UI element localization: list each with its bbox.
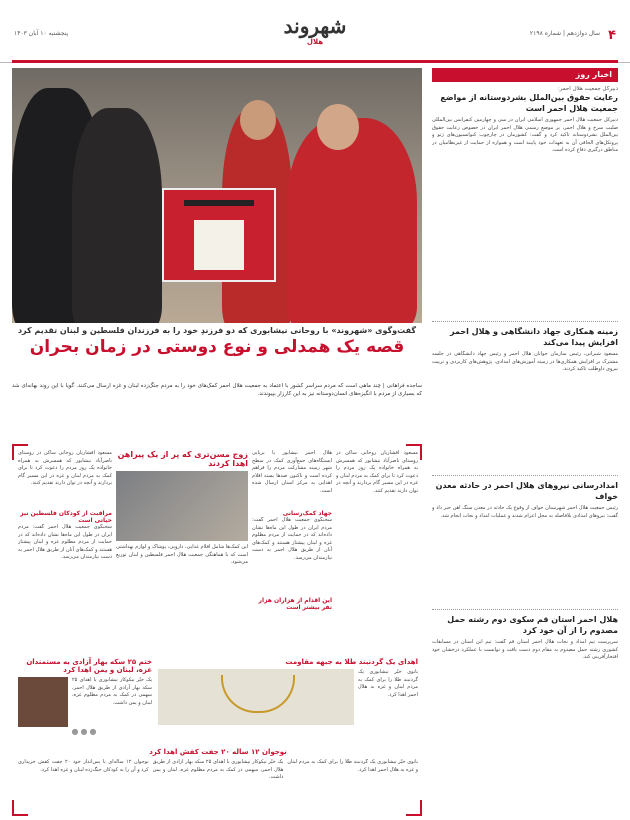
- item-coins-title: ختم ۲۵ سکه بهار آزادی به مستمندان غزه، لبنان و یمن اهدا کرد: [26, 658, 152, 674]
- item-shoes-body-2: یک خیّر نیکوکار نیشابوری با اهدای ۲۵ سکه بهار آزادی از طریق هلال احمر، سهمی در کمک به مردم مظلوم غزه، لبنان و یمن داشت.: [152, 759, 284, 780]
- item-shoes-title: نوجوان ۱۲ ساله ۲۰ جفت کفش اهدا کرد: [149, 748, 287, 756]
- column-4: [18, 450, 112, 650]
- section-a-title: زوج مسن‌تری که پر از یک پیراهن اهدا کردند: [117, 450, 248, 468]
- column-2-body-2: سخنگوی جمعیت هلال احمر گفت: مردم ایران در طول این ماه‌ها نشان داده‌اند که در حمایت از مردم مظلوم غزه و لبنان پیشتاز هستند و کمک‌های آنان از طریق هلال احمر به دست نیازمندان می‌رسد.: [252, 517, 332, 561]
- column-4-subtitle: مراقبت از کودکان فلسطین نیز حیاتی است: [20, 510, 112, 524]
- photo-figure-volunteer-2: [287, 118, 417, 323]
- sidebar-s3-body: رئیس جمعیت هلال احمر شهرستان خواف از وقوع یک حادثه در معدن سنگ آهن خبر داد و گفت: نیروهای امدادی بلافاصله به محل اعزام شدند و عملیات امداد و نجات انجام شد.: [432, 505, 618, 519]
- sidebar-s1-kicker: دبیرکل جمعیت هلال احمر:: [557, 86, 618, 92]
- column-4-body-2: سخنگوی جمعیت هلال احمر گفت: مردم ایران در طول این ماه‌ها نشان داده‌اند که در حمایت از مردم مظلوم غزه و لبنان پیشتاز هستند و کمک‌های آنان از طریق هلال احمر به دست نیازمندان می‌رسد.: [18, 524, 112, 560]
- coins-photo: [18, 677, 68, 727]
- logo-main-text: شهروند: [283, 14, 347, 38]
- item-necklace-title: اهدای یک گردنبند طلا به جبهه مقاومت: [285, 658, 418, 666]
- news-sidebar: [432, 68, 618, 816]
- section-a-photo: [116, 471, 248, 541]
- sidebar-s1-body: دبیرکل جمعیت هلال احمر جمهوری اسلامی ایران در سی و چهارمین کنفرانس بین‌المللی صلیب سرخ و هلال احمر، بر موضع رسمی هلال احمر ایران در خصوص رعایت حقوق بین‌الملل بشردوستانه تاکید کرد و گفت: کشورمان در چارچوب کنوانسیون‌های ژنو و پروتکل‌های الحاقی آن به تعهدات خود پایبند است و همواره از حمایت از غیرنظامیان در مناطق درگیری دفاع کرده است.: [432, 117, 618, 153]
- header-divider: [12, 60, 618, 63]
- column-2-subtitle: جهاد کمک‌رسانی: [282, 510, 332, 517]
- main-headline-block: [12, 326, 422, 357]
- item-coins-body: یک خیّر نیکوکار نیشابوری با اهدای ۲۵ سکه بهار آزادی از طریق هلال احمر، سهمی در کمک به مردم مظلوم غزه، لبنان و یمن داشت.: [72, 677, 152, 706]
- column-2-subtitle-2: این اقدام از هزاران هزار نفر بیشتر است: [258, 597, 332, 611]
- sidebar-s2-body: مسعود شیرانی، رئیس سازمان جوانان هلال احمر و رئیس جهاد دانشگاهی در جلسه مشترک بر افزایش همکاری‌ها در زمینه آموزش‌های امدادی، پژوهش‌های کاربردی و تربیت نیروی داوطلب تاکید کردند.: [432, 351, 618, 372]
- logo-sub-text: هلال: [306, 38, 324, 46]
- section-a-body: این کمک‌ها شامل اقلام غذایی، دارویی، پوشاک و لوازم بهداشتی است که با هماهنگی جمعیت هلال احمر فلسطین و لبنان توزیع می‌شود.: [116, 544, 248, 565]
- page-number: ۴: [608, 28, 616, 43]
- sidebar-s2-title: زمینه همکاری جهاد دانشگاهی و هلال احمر افزایش پیدا می‌کند: [450, 327, 618, 347]
- sidebar-s4-body: سرپرست تیم امداد و نجات هلال احمر استان قم گفت: تیم این استان در مسابقات کشوری رشته حمل مصدوم به مقام دوم دست یافت و توانست با عملکرد درخشان خود افتخارآفرینی کند.: [432, 639, 618, 660]
- column-2: [252, 450, 332, 650]
- main-headline: قصه یک همدلی و نوع دوستی در زمان بحران: [29, 337, 405, 357]
- item-necklace-body: بانوی خیّر نیشابوری یک گردنبند طلا را برای کمک به مردم لبنان و غزه به هلال احمر اهدا کرد.: [358, 669, 418, 698]
- column-3: [116, 450, 248, 650]
- column-4-body: مسعود افشاریان روحانی ساکن در روستای ناصرآباد نیشابور که همسرش به همراه خانواده یک روز مردم را دعوت کرد تا برای کمک به مردم لبنان و غزه در این مسیر گام بردارند و آنچه در توان دارند تقدیم کنند.: [18, 450, 112, 486]
- newspaper-logo: [270, 14, 360, 50]
- necklace-photo: [158, 669, 354, 725]
- item-shoes-body: نوجوان ۱۲ ساله‌ای با پس‌انداز خود ۲۰ جفت کفش خریداری کرد و آن را به کودکان جنگ‌زده لبنان و غزه اهدا کرد.: [18, 759, 149, 773]
- sidebar-s4-title: هلال احمر استان قم سکوی دوم رشته حمل مصدوم را از آن خود کرد: [447, 615, 618, 635]
- issue-line: سال دوازدهم | شماره ۲۱۹۸: [529, 30, 600, 37]
- main-photo: [12, 68, 422, 323]
- headline-kicker: گفت‌وگوی «شهروند» با روحانی نیشابوری که دو فرزندِ خود را به فرزندان فلسطین و لبنان تقدیم کرد: [17, 326, 417, 335]
- masthead: [0, 0, 630, 63]
- sidebar-header: اخبار روز: [432, 68, 618, 82]
- item-box-shoes: [18, 748, 418, 810]
- column-1: [336, 450, 418, 650]
- lead-paragraph: ساجده فراهانی | چند ماهی است که مردم سراسر کشور با اعتماد به جمعیت هلال احمر کمک‌های خود را به مردم جنگ‌زده لبنان و غزه ارسال می‌کنند. گویا با این روند بهانه‌ای شد که بسیاری از مردم با انگیزه‌های انسان‌دوستانه نیز به این کارزار بپیوندند.: [12, 383, 422, 397]
- column-2-body: هلال احمر نیشابور با برپایی ایستگاه‌های جمع‌آوری کمک در سطح شهر زمینه مشارکت مردم را فراهم کرده است و تاکنون صدها بسته اقلام اهدایی به مرکز استان ارسال شده است.: [252, 450, 332, 494]
- item-box-coins: [18, 658, 152, 742]
- sidebar-s1-title: رعایت حقوق بین‌الملل بشردوستانه از مواضع جمعیت هلال احمر است: [440, 93, 618, 113]
- item-shoes-body-3: بانوی خیّر نیشابوری یک گردنبند طلا را برای کمک به مردم لبنان و غزه به هلال احمر اهدا کرد.: [287, 759, 419, 773]
- sidebar-s3-title: امدادرسانی نیروهای هلال احمر در حادثه معدن خواف: [435, 481, 618, 501]
- date-line: پنجشنبه ۱۰ آبان ۱۴۰۳: [14, 30, 69, 37]
- divider-dots: ●●●: [71, 727, 99, 736]
- donation-box: [162, 188, 276, 282]
- photo-figure-woman-center: [72, 108, 162, 323]
- item-box-necklace: [158, 658, 418, 742]
- column-1-body: مسعود افشاریان روحانی ساکن در روستای ناصرآباد نیشابور که همسرش به همراه خانواده یک روز مردم را دعوت کرد تا برای کمک به مردم لبنان و غزه در این مسیر گام بردارند و آنچه در توان دارند تقدیم کنند.: [336, 450, 418, 494]
